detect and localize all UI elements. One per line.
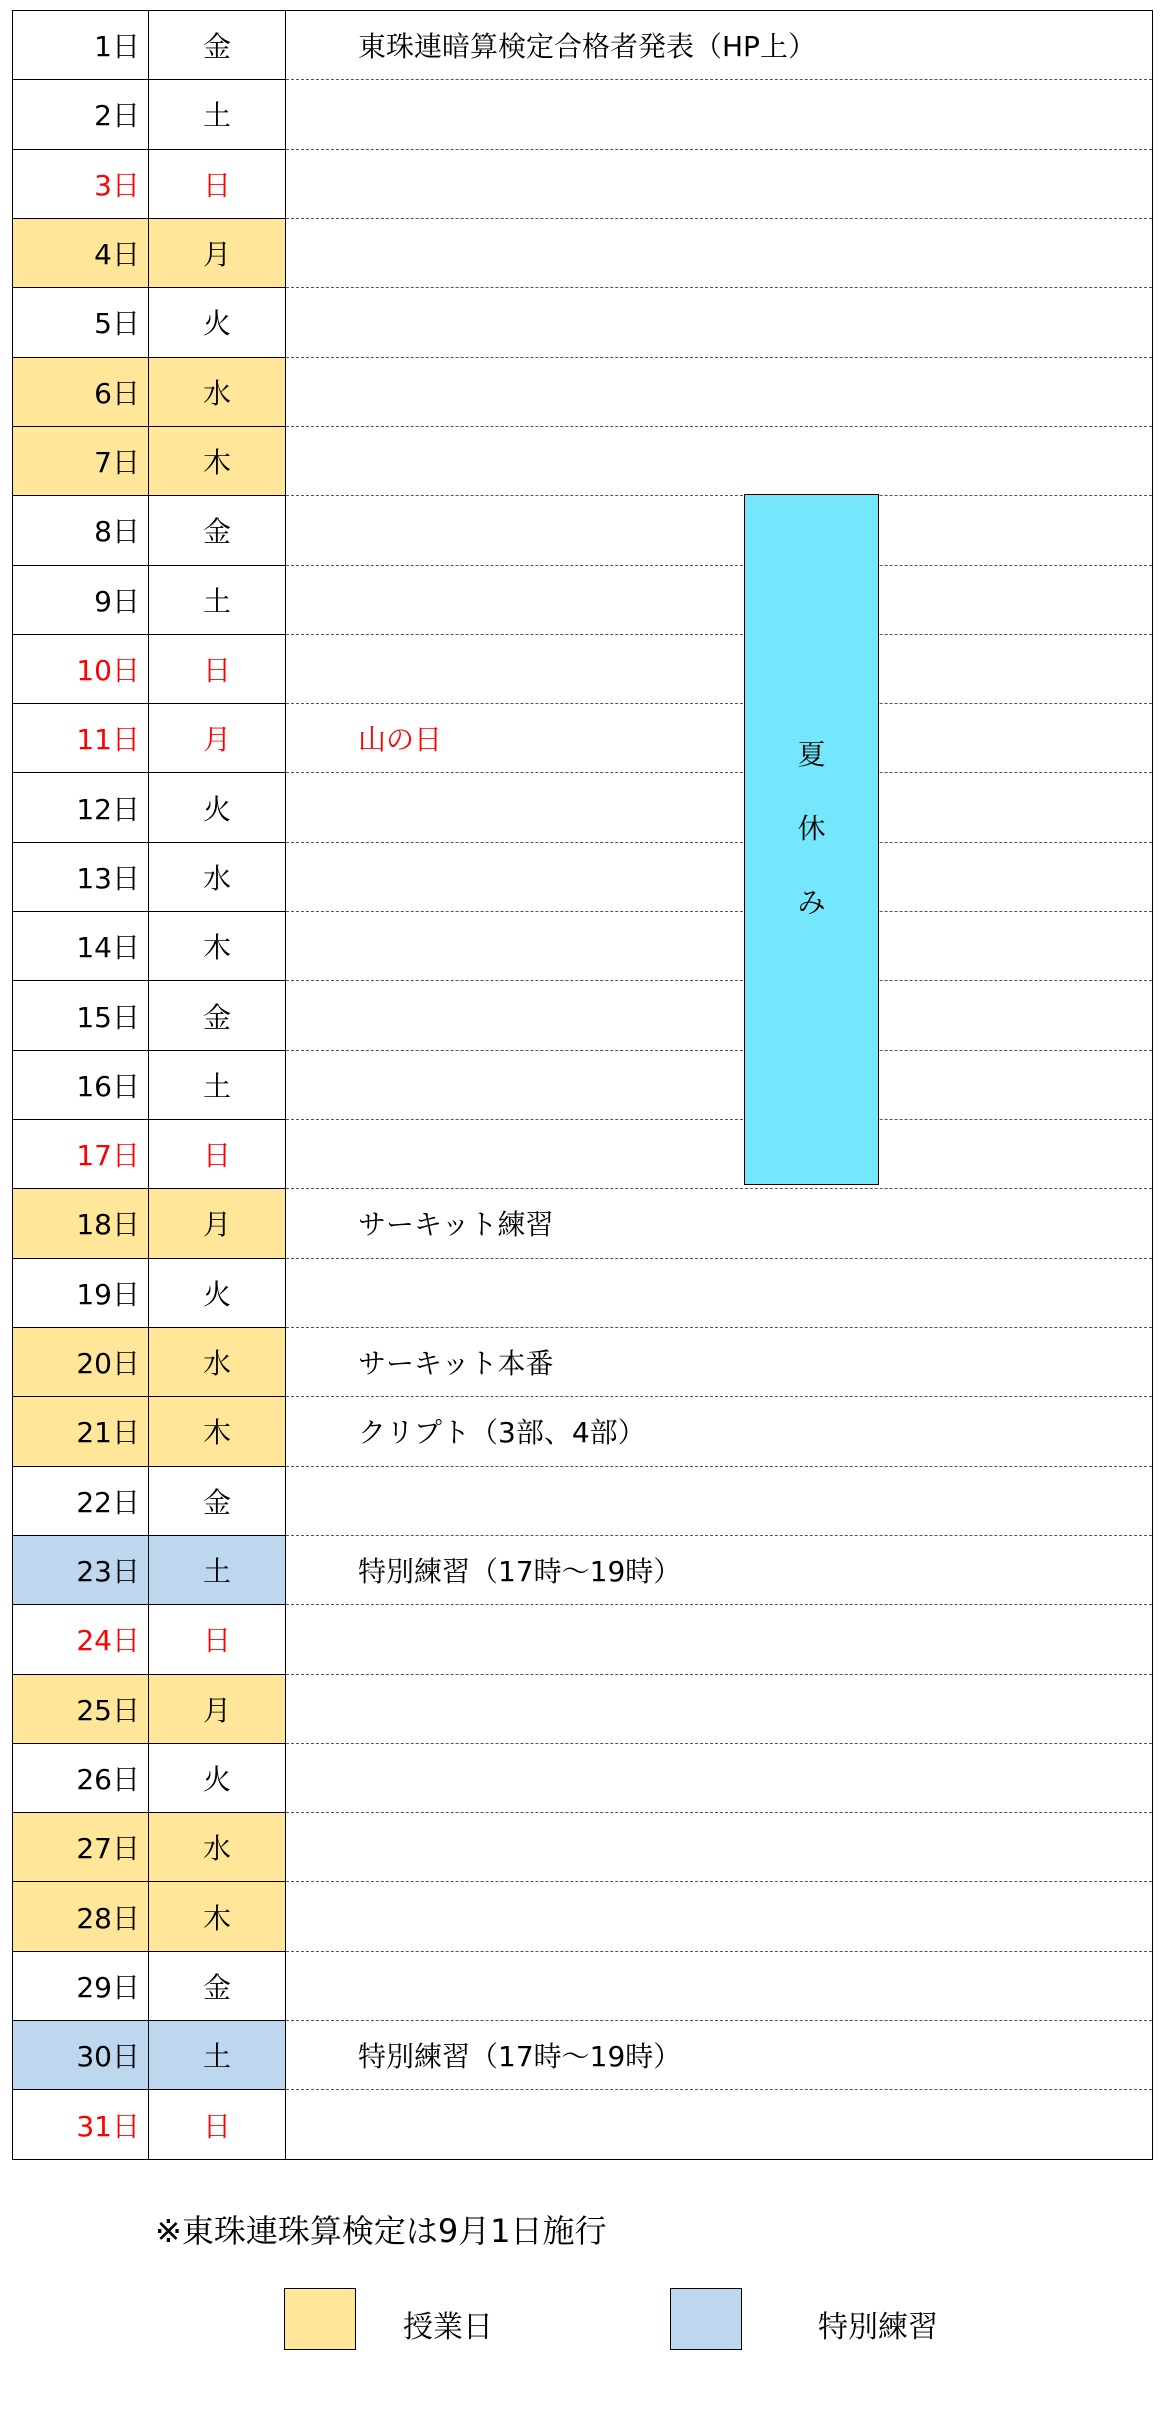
summer-break-char: 夏 xyxy=(797,738,826,771)
legend-label-special-practice: 特別練習 xyxy=(818,2310,938,2345)
calendar-row xyxy=(13,1882,1153,1951)
event-cell xyxy=(286,1605,1153,1674)
calendar-row xyxy=(13,1258,1153,1327)
event-cell xyxy=(286,1466,1153,1535)
weekday-cell: 木 xyxy=(149,426,286,495)
date-cell: 13日 xyxy=(13,842,149,911)
event-cell xyxy=(286,1258,1153,1327)
date-cell: 4日 xyxy=(13,218,149,287)
weekday-cell: 月 xyxy=(149,218,286,287)
event-cell xyxy=(286,1882,1153,1951)
weekday-cell: 水 xyxy=(149,842,286,911)
legend-label-class-day: 授業日 xyxy=(403,2310,493,2345)
weekday-cell: 月 xyxy=(149,1189,286,1258)
weekday-cell: 日 xyxy=(149,1605,286,1674)
calendar-row xyxy=(13,1120,1153,1189)
weekday-cell: 金 xyxy=(149,496,286,565)
event-cell xyxy=(286,288,1153,357)
weekday-cell: 月 xyxy=(149,1674,286,1743)
weekday-cell: 火 xyxy=(149,1743,286,1812)
weekday-cell: 火 xyxy=(149,288,286,357)
event-cell: サーキット本番 xyxy=(286,1327,1153,1396)
calendar-row xyxy=(13,1813,1153,1882)
weekday-cell: 金 xyxy=(149,1466,286,1535)
date-cell: 28日 xyxy=(13,1882,149,1951)
date-cell: 12日 xyxy=(13,773,149,842)
date-cell: 22日 xyxy=(13,1466,149,1535)
event-cell xyxy=(286,80,1153,149)
calendar-row xyxy=(13,565,1153,634)
weekday-cell: 金 xyxy=(149,981,286,1050)
weekday-cell: 木 xyxy=(149,1397,286,1466)
calendar-row xyxy=(13,357,1153,426)
event-cell xyxy=(286,149,1153,218)
event-cell: 特別練習（17時～19時） xyxy=(286,1535,1153,1604)
weekday-cell: 土 xyxy=(149,565,286,634)
event-cell xyxy=(286,2090,1153,2160)
calendar-row xyxy=(13,1050,1153,1119)
weekday-cell: 金 xyxy=(149,1951,286,2020)
legend-swatch-special-practice xyxy=(670,2288,742,2350)
date-cell: 25日 xyxy=(13,1674,149,1743)
event-cell xyxy=(286,357,1153,426)
calendar-row xyxy=(13,1535,1153,1604)
calendar-row xyxy=(13,11,1153,80)
weekday-cell: 月 xyxy=(149,704,286,773)
calendar-row xyxy=(13,1466,1153,1535)
calendar-row xyxy=(13,1674,1153,1743)
calendar-body xyxy=(13,11,1153,2160)
event-cell xyxy=(286,1050,1153,1119)
weekday-cell: 日 xyxy=(149,2090,286,2160)
event-cell xyxy=(286,1951,1153,2020)
weekday-cell: 日 xyxy=(149,634,286,703)
legend-swatch-class-day xyxy=(284,2288,356,2350)
calendar-row xyxy=(13,80,1153,149)
event-cell: クリプト（3部、4部） xyxy=(286,1397,1153,1466)
date-cell: 27日 xyxy=(13,1813,149,1882)
calendar-row xyxy=(13,842,1153,911)
calendar-row xyxy=(13,1743,1153,1812)
date-cell: 30日 xyxy=(13,2021,149,2090)
event-cell xyxy=(286,912,1153,981)
event-cell xyxy=(286,1674,1153,1743)
date-cell: 1日 xyxy=(13,11,149,80)
date-cell: 18日 xyxy=(13,1189,149,1258)
event-cell xyxy=(286,1120,1153,1189)
date-cell: 6日 xyxy=(13,357,149,426)
date-cell: 7日 xyxy=(13,426,149,495)
date-cell: 21日 xyxy=(13,1397,149,1466)
date-cell: 19日 xyxy=(13,1258,149,1327)
summer-break-char: み xyxy=(797,886,826,919)
calendar-row xyxy=(13,1189,1153,1258)
calendar-row xyxy=(13,912,1153,981)
date-cell: 16日 xyxy=(13,1050,149,1119)
weekday-cell: 木 xyxy=(149,1882,286,1951)
event-cell xyxy=(286,218,1153,287)
date-cell: 3日 xyxy=(13,149,149,218)
exam-note: ※東珠連珠算検定は9月1日施行 xyxy=(155,2212,607,2250)
date-cell: 15日 xyxy=(13,981,149,1050)
event-cell: 山の日 xyxy=(286,704,1153,773)
calendar-row xyxy=(13,981,1153,1050)
event-cell xyxy=(286,426,1153,495)
calendar-row xyxy=(13,496,1153,565)
calendar-row xyxy=(13,634,1153,703)
event-cell xyxy=(286,634,1153,703)
event-cell xyxy=(286,981,1153,1050)
weekday-cell: 土 xyxy=(149,80,286,149)
calendar-row xyxy=(13,218,1153,287)
calendar-row xyxy=(13,426,1153,495)
date-cell: 23日 xyxy=(13,1535,149,1604)
event-cell xyxy=(286,842,1153,911)
event-cell xyxy=(286,1743,1153,1812)
date-cell: 14日 xyxy=(13,912,149,981)
calendar-row xyxy=(13,149,1153,218)
date-cell: 31日 xyxy=(13,2090,149,2160)
date-cell: 10日 xyxy=(13,634,149,703)
calendar-row xyxy=(13,773,1153,842)
calendar-row xyxy=(13,1327,1153,1396)
event-cell: 特別練習（17時～19時） xyxy=(286,2021,1153,2090)
summer-break-bar xyxy=(744,494,879,1185)
weekday-cell: 火 xyxy=(149,1258,286,1327)
weekday-cell: 水 xyxy=(149,1327,286,1396)
weekday-cell: 土 xyxy=(149,1050,286,1119)
event-cell xyxy=(286,1813,1153,1882)
date-cell: 2日 xyxy=(13,80,149,149)
weekday-cell: 水 xyxy=(149,1813,286,1882)
weekday-cell: 火 xyxy=(149,773,286,842)
calendar-row xyxy=(13,2090,1153,2160)
weekday-cell: 日 xyxy=(149,1120,286,1189)
calendar-row xyxy=(13,1605,1153,1674)
summer-break-char: 休 xyxy=(797,812,826,845)
date-cell: 24日 xyxy=(13,1605,149,1674)
date-cell: 9日 xyxy=(13,565,149,634)
calendar-row xyxy=(13,704,1153,773)
calendar-row xyxy=(13,1397,1153,1466)
date-cell: 29日 xyxy=(13,1951,149,2020)
weekday-cell: 木 xyxy=(149,912,286,981)
calendar-row xyxy=(13,2021,1153,2090)
event-cell xyxy=(286,496,1153,565)
date-cell: 20日 xyxy=(13,1327,149,1396)
date-cell: 17日 xyxy=(13,1120,149,1189)
event-cell xyxy=(286,565,1153,634)
weekday-cell: 水 xyxy=(149,357,286,426)
weekday-cell: 土 xyxy=(149,2021,286,2090)
event-cell xyxy=(286,773,1153,842)
weekday-cell: 金 xyxy=(149,11,286,80)
calendar-row xyxy=(13,1951,1153,2020)
date-cell: 8日 xyxy=(13,496,149,565)
date-cell: 11日 xyxy=(13,704,149,773)
date-cell: 5日 xyxy=(13,288,149,357)
event-cell: サーキット練習 xyxy=(286,1189,1153,1258)
date-cell: 26日 xyxy=(13,1743,149,1812)
calendar-row xyxy=(13,288,1153,357)
event-cell: 東珠連暗算検定合格者発表（HP上） xyxy=(286,11,1153,80)
weekday-cell: 土 xyxy=(149,1535,286,1604)
weekday-cell: 日 xyxy=(149,149,286,218)
calendar-table xyxy=(12,10,1153,2160)
